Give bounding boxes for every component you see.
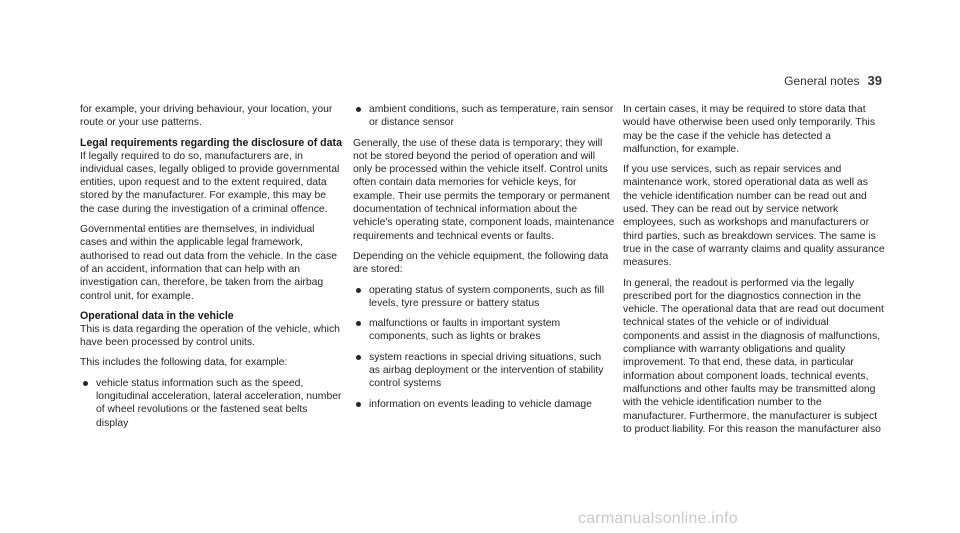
- list-item: system reactions in special driving situations, such as airbag deployment or the intervention of stability control systems: [353, 351, 615, 391]
- list-item: vehicle status information such as the speed, longitudinal acceleration, lateral acceleration, number of wheel revolutions or the fastened seat belts display: [80, 377, 342, 430]
- list-item: ambient conditions, such as temperature, rain sensor or distance sensor: [353, 103, 615, 130]
- watermark-text: carmanualsonline.info: [578, 510, 738, 527]
- heading-legal-requirements: Legal requirements regarding the disclosure of data: [80, 136, 342, 149]
- page-number: 39: [867, 73, 882, 88]
- paragraph: This is data regarding the operation of the vehicle, which have been processed by control units.: [80, 323, 340, 349]
- paragraph: If legally required to do so, manufacturers are, in individual cases, legally obliged to provide governmental entities, upon request and to the extent required, data stored by the manufacturer. For example, this may be the case during the investigation of a criminal offence.: [80, 150, 340, 215]
- list-item: malfunctions or faults in important system components, such as lights or brakes: [353, 317, 615, 344]
- section-title: General notes: [784, 74, 860, 88]
- paragraph: In general, the readout is performed via the legally prescribed port for the diagnostics connection in the vehicle. The operational data that are read out document technical states of the vehicle or of individual components and assist in the diagnosis of malfunctions, compliance with warranty obligations and quality improvement. To that end, these data, in particular information about component loads, technical events, malfunctions and other faults may be transmitted along with the vehicle identification number to the manufacturer. Furthermore, the manufacturer is subject to product liability. For this reason the manufacturer also: [623, 277, 884, 435]
- paragraph: for example, your driving behaviour, your location, your route or your use patterns.: [80, 104, 333, 129]
- column-left: [80, 103, 342, 437]
- list-item: operating status of system components, such as fill levels, tyre pressure or battery status: [353, 284, 615, 311]
- bullet-list: [353, 284, 615, 411]
- column-middle: [353, 103, 615, 418]
- paragraph: If you use services, such as repair services and maintenance work, stored operational data as well as the vehicle identification number can be read out and used. They can be read out by service network employees, such as workshops and manufacturers or third parties, such as breakdown services. The same is true in the case of warranty claims and quality assurance measures.: [623, 164, 885, 269]
- bullet-list: [353, 103, 615, 130]
- paragraph: In certain cases, it may be required to store data that would have otherwise been used only temporarily. This may be the case if the vehicle has detected a malfunction, for example.: [623, 104, 876, 155]
- column-right: [623, 103, 885, 443]
- bullet-list: [80, 377, 342, 430]
- paragraph: Generally, the use of these data is temporary; they will not be stored beyond the period of operation and will only be processed within the vehicle itself. Control units often contain data memories for vehicle keys, for example. Their use permits the temporary or permanent documentation of technical information about the vehicle's operating state, component loads, maintenance requirements and technical events or faults.: [353, 137, 615, 242]
- paragraph: This includes the following data, for example:: [80, 357, 288, 369]
- page-header: [784, 73, 882, 88]
- heading-operational-data: Operational data in the vehicle: [80, 309, 234, 322]
- paragraph: Depending on the vehicle equipment, the following data are stored:: [353, 250, 609, 276]
- paragraph: Governmental entities are themselves, in individual cases and within the applicable legal framework, authorised to read out data from the vehicle. In the case of an accident, information that can help with an investigation can, therefore, be taken from the airbag control unit, for example.: [80, 224, 338, 302]
- list-item: information on events leading to vehicle damage: [353, 398, 615, 411]
